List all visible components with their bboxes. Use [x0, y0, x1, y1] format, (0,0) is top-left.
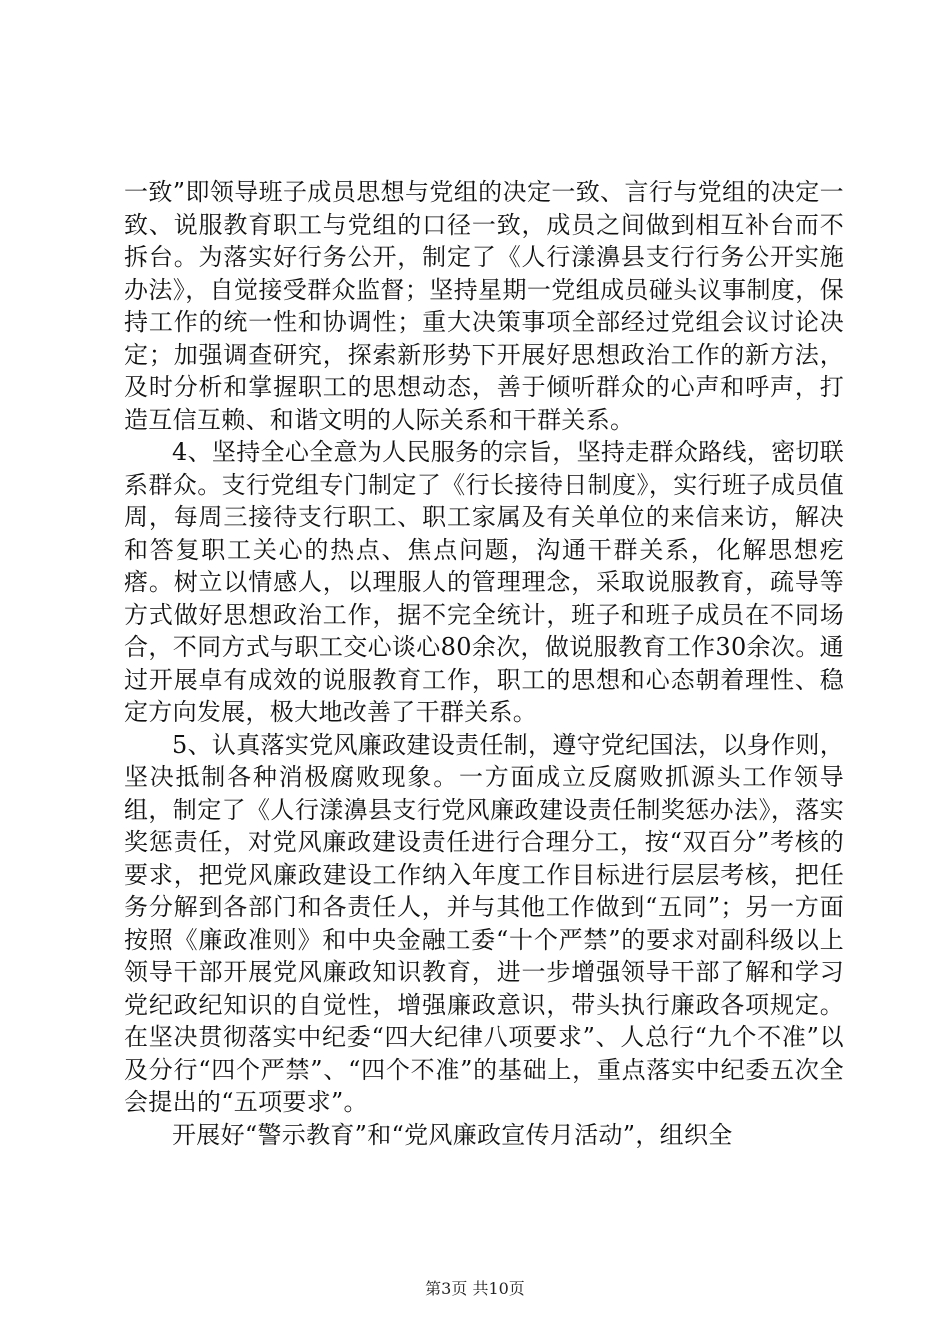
- document-body: [124, 176, 844, 1151]
- paragraph-continuation: 一致”即领导班子成员思想与党组的决定一致、言行与党组的决定一致、说服教育职工与党组的口径一致，成员之间做到相互补台而不拆台。为落实好行务公开，制定了《人行漾濞县支行行务公开实施办法》，自觉接受群众监督；坚持星期一党组成员碰头议事制度，保持工作的统一性和协调性；重大决策事项全部经过党组会议讨论决定；加强调查研究，探索新形势下开展好思想政治工作的新方法，及时分析和掌握职工的思想动态，善于倾听群众的心声和呼声，打造互信互赖、和谐文明的人际关系和干群关系。: [124, 178, 844, 434]
- paragraph-item-5: 5、认真落实党风廉政建设责任制，遵守党纪国法，以身作则，坚决抵制各种消极腐败现象。一方面成立反腐败抓源头工作领导组，制定了《人行漾濞县支行党风廉政建设责任制奖惩办法》，落实奖惩责任，对党风廉政建设责任进行合理分工，按“双百分”考核的要求，把党风廉政建设工作纳入年度工作目标进行层层考核，把任务分解到各部门和各责任人，并与其他工作做到“五同”；另一方面按照《廉政准则》和中央金融工委“十个严禁”的要求对副科级以上领导干部开展党风廉政知识教育，进一步增强领导干部了解和学习党纪政纪知识的自觉性，增强廉政意识，带头执行廉政各项规定。在坚决贯彻落实中纪委“四大纪律八项要求”、人总行“九个不准”以及分行“四个严禁”、“四个不准”的基础上，重点落实中纪委五次全会提出的“五项要求”。: [124, 730, 844, 1116]
- page-footer: [0, 1276, 950, 1299]
- paragraph-warning-education: 开展好“警示教育”和“党风廉政宣传月活动”，组织全: [172, 1120, 733, 1149]
- page-number-label: 第3页 共10页: [425, 1279, 525, 1298]
- paragraph-item-4: 4、坚持全心全意为人民服务的宗旨，坚持走群众路线，密切联系群众。支行党组专门制定了《行长接待日制度》，实行班子成员值周，每周三接待支行职工、职工家属及有关单位的来信来访，解决和答复职工关心的热点、焦点问题，沟通干群关系，化解思想疙瘩。树立以情感人，以理服人的管理理念，采取说服教育，疏导等方式做好思想政治工作，据不完全统计，班子和班子成员在不同场合，不同方式与职工交心谈心80余次，做说服教育工作30余次。通过开展卓有成效的说服教育工作，职工的思想和心态朝着理性、稳定方向发展，极大地改善了干群关系。: [124, 438, 844, 726]
